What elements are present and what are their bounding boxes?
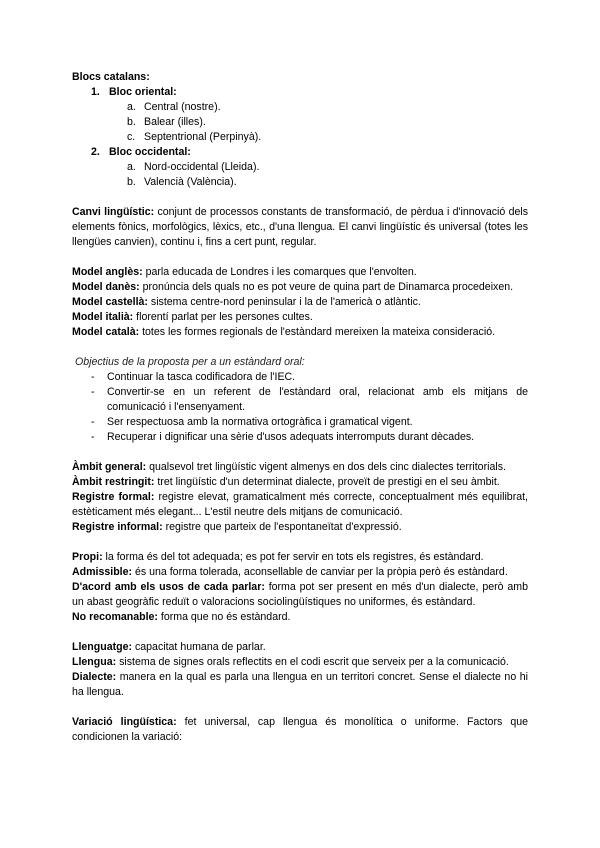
term: Variació lingüística: bbox=[72, 716, 177, 728]
definition: florentí parlat per les persones cultes. bbox=[133, 311, 313, 323]
list-item-text: Ser respectuosa amb la normativa ortogràfica i gramatical vigent. bbox=[107, 416, 413, 428]
list-item bbox=[72, 115, 528, 130]
forma-paragraph bbox=[72, 580, 528, 610]
bloc-group bbox=[72, 85, 528, 100]
definition: sistema centre-nord peninsular i la de l'americà o atlàntic. bbox=[147, 296, 421, 308]
term: Canvi lingüístic: bbox=[72, 206, 155, 218]
definition: registre elevat, gramaticalment més correcte, conceptualment més equilibrat, estèticament més elegant... L'estil neutre dels mitjans de comunicació. bbox=[72, 491, 528, 518]
list-letter: b. bbox=[127, 116, 136, 128]
definition: qualsevol tret lingüístic vigent almenys en dos dels cinc dialectes territorials. bbox=[146, 461, 506, 473]
definition: tret lingüístic d'un determinat dialecte, proveït de prestigi en el seu àmbit. bbox=[154, 476, 500, 488]
term: Llengua: bbox=[72, 656, 117, 668]
term: No recomanable: bbox=[72, 611, 158, 623]
list-item: - Recuperar i dignificar una sèrie d'usos adequats interromputs durant dècades. bbox=[72, 430, 528, 445]
definition: registre que parteix de l'espontaneïtat d'expressió. bbox=[162, 521, 402, 533]
model-paragraph bbox=[72, 265, 528, 280]
term: Model italià: bbox=[72, 311, 134, 323]
ambit-paragraph bbox=[72, 520, 528, 535]
list-number: 2. bbox=[91, 146, 100, 158]
definition: la forma és del tot adequada; es pot fer servir en tots els registres, és estàndard. bbox=[102, 551, 484, 563]
bloc-group bbox=[72, 145, 528, 160]
definition: manera en la qual es parla una llengua en un territori concret. Sense el dialecte no hi ha llengua. bbox=[72, 671, 528, 698]
forma-paragraph bbox=[72, 550, 528, 565]
definition: forma pot ser present en més d'un dialecte, però amb un abast geogràfic reduït o valoracions sociolingüístiques no uniformes, és estàndard. bbox=[72, 581, 528, 608]
term: D'acord amb els usos de cada parlar: bbox=[72, 581, 265, 593]
definition: forma que no és estàndard. bbox=[157, 611, 291, 623]
list-letter: c. bbox=[127, 131, 136, 143]
ambit-paragraph bbox=[72, 475, 528, 490]
definition: pronúncia dels quals no es pot veure de quina part de Dinamarca procedeixen. bbox=[139, 281, 514, 293]
term: Àmbit general: bbox=[72, 461, 147, 473]
list-item-text: Septentrional (Perpinyà). bbox=[144, 131, 262, 143]
definition: parla educada de Londres i les comarques que l'envolten. bbox=[142, 266, 417, 278]
variacio-paragraph bbox=[72, 715, 528, 745]
definition: conjunt de processos constants de transformació, de pèrdua i d'innovació dels elements fònics, morfològics, lèxics, etc., d'una llengua. El canvi lingüístic és universal (totes les llengües canvien), continu i, fins a cert punt, regular. bbox=[72, 206, 529, 248]
term: Llenguatge: bbox=[72, 641, 133, 653]
concepte-paragraph bbox=[72, 640, 528, 655]
model-paragraph bbox=[72, 325, 528, 340]
ambit-paragraph bbox=[72, 460, 528, 475]
list-letter: a. bbox=[127, 161, 136, 173]
list-item-text: Convertir-se en un referent de l'estàndard oral, relacionat amb els mitjans de comunicació i l'ensenyament. bbox=[107, 386, 528, 413]
list-item-text: Nord-occidental (Lleida). bbox=[144, 161, 260, 173]
term: Model català: bbox=[72, 326, 140, 338]
bloc-label: Bloc occidental: bbox=[109, 146, 191, 158]
list-item bbox=[72, 130, 528, 145]
bloc-label: Bloc oriental: bbox=[109, 86, 177, 98]
term: Propi: bbox=[72, 551, 103, 563]
list-item: - Ser respectuosa amb la normativa ortogràfica i gramatical vigent. bbox=[72, 415, 528, 430]
list-letter: a. bbox=[127, 101, 136, 113]
term: Registre informal: bbox=[72, 521, 163, 533]
concepte-paragraph bbox=[72, 670, 528, 700]
list-item-text: Balear (illes). bbox=[144, 116, 206, 128]
model-paragraph bbox=[72, 310, 528, 325]
canvi-paragraph bbox=[72, 205, 528, 250]
concepte-paragraph bbox=[72, 655, 528, 670]
forma-paragraph bbox=[72, 565, 528, 580]
objectius-title: Objectius de la proposta per a un estàndard oral: bbox=[75, 356, 305, 368]
list-item-text: Central (nostre). bbox=[144, 101, 221, 113]
list-item-text: Continuar la tasca codificadora de l'IEC. bbox=[107, 371, 296, 383]
term: Admissible: bbox=[72, 566, 133, 578]
model-paragraph bbox=[72, 280, 528, 295]
list-item: - Continuar la tasca codificadora de l'IEC. bbox=[72, 370, 528, 385]
definition: capacitat humana de parlar. bbox=[132, 641, 266, 653]
definition: sistema de signes orals reflectits en el codi escrit que serveix per a la comunicació. bbox=[116, 656, 509, 668]
model-paragraph bbox=[72, 295, 528, 310]
list-item bbox=[72, 175, 528, 190]
term: Model castellà: bbox=[72, 296, 148, 308]
term: Model danès: bbox=[72, 281, 140, 293]
blocs-title: Blocs catalans: bbox=[72, 71, 150, 83]
ambit-paragraph bbox=[72, 490, 528, 520]
definition: és una forma tolerada, aconsellable de canviar per la pròpia però és estàndard. bbox=[132, 566, 508, 578]
document-page bbox=[72, 70, 528, 745]
forma-paragraph bbox=[72, 610, 528, 625]
term: Registre formal: bbox=[72, 491, 155, 503]
term: Dialecte: bbox=[72, 671, 117, 683]
definition: fet universal, cap llengua és monolítica o uniforme. Factors que condicionen la variació: bbox=[72, 716, 528, 743]
list-item bbox=[72, 160, 528, 175]
term: Model anglès: bbox=[72, 266, 143, 278]
list-letter: b. bbox=[127, 176, 136, 188]
list-item: - Convertir-se en un referent de l'estàndard oral, relacionat amb els mitjans de comunicació i l'ensenyament. bbox=[91, 386, 528, 413]
list-item-text: Valencià (València). bbox=[144, 176, 237, 188]
definition: totes les formes regionals de l'estàndard mereixen la mateixa consideració. bbox=[139, 326, 496, 338]
list-item-text: Recuperar i dignificar una sèrie d'usos adequats interromputs durant dècades. bbox=[107, 431, 475, 443]
term: Àmbit restringit: bbox=[72, 476, 155, 488]
list-number: 1. bbox=[91, 86, 100, 98]
list-item bbox=[72, 100, 528, 115]
